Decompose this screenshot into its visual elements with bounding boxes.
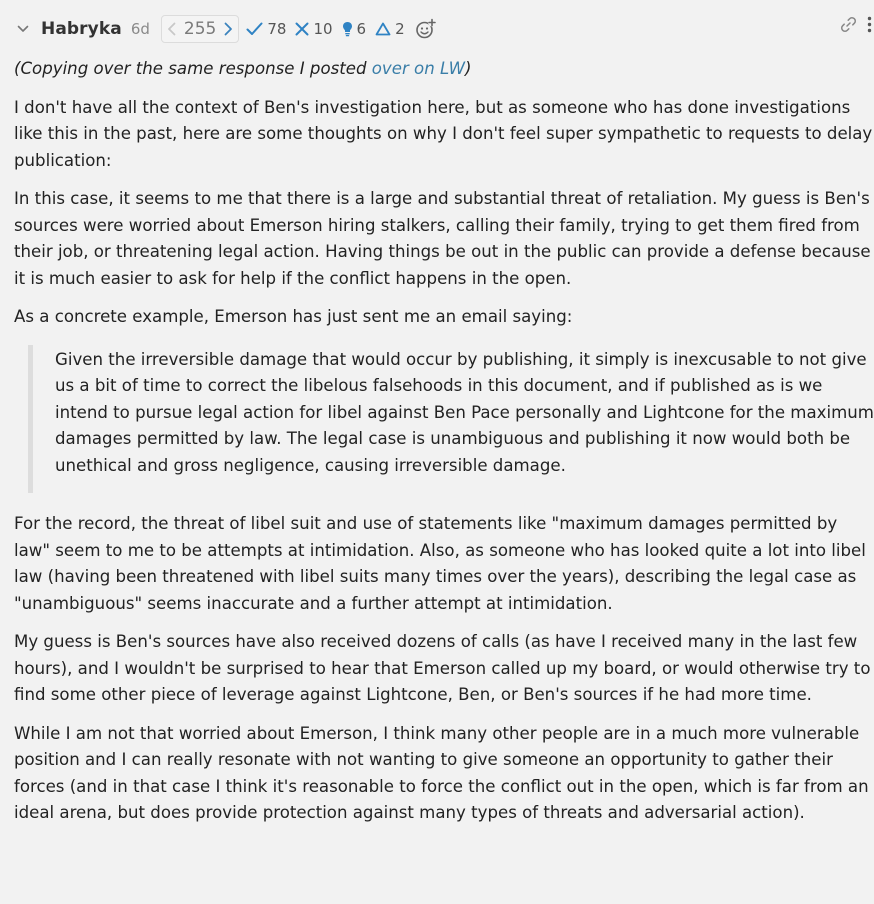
delta-reaction[interactable] [375,20,405,38]
disagree-count: 10 [313,20,333,38]
paragraph: I don't have all the context of Ben's investigation here, but as someone who has done investigations like this in the past, here are some thoughts on why I don't feel super sympathetic to requests to delay publication: [14,97,873,170]
agree-reaction[interactable] [246,20,286,38]
paragraph: In this case, it seems to me that there is a large and substantial threat of retaliation. My guess is Ben's sources were worried about Emerson hiring stalkers, calling their family, trying to get them fired from their job, or threatening legal action. Having things be out in the public can provide a defense because it is much easier to ask for help if the conflict happens in the open. [14,189,871,288]
intro-suffix: ) [464,59,472,78]
vertical-dots-icon [867,16,872,33]
check-icon [246,22,263,36]
delta-count: 2 [395,20,405,38]
downvote-button[interactable] [165,20,179,38]
permalink-button[interactable] [840,16,857,33]
chevron-left-icon [167,22,176,36]
paragraph: For the record, the threat of libel suit and use of statements like "maximum damages permitted by law" seem to me to be attempts at intimidation. Also, as someone who has looked quite a lot into libel law (having been threatened with libel suits many times over the years), describing the legal case as "unambiguous" seems inaccurate and a further attempt at intimidation. [14,514,866,613]
upvote-button[interactable] [221,20,235,38]
disagree-reaction[interactable] [295,20,332,38]
comment-body [14,56,874,839]
header-actions [840,16,874,33]
chevron-down-icon [17,25,29,33]
comment-menu-button[interactable] [867,16,872,33]
karma-score: 255 [183,19,217,39]
intro-note [14,56,874,83]
karma-vote-box [161,15,239,43]
chevron-right-icon [224,22,233,36]
comment-header [14,14,874,44]
email-quote [28,345,874,494]
paragraph: As a concrete example, Emerson has just sent me an email saying: [14,307,573,326]
author-name[interactable]: Habryka [41,19,122,39]
add-reaction-button[interactable] [415,18,437,40]
comment-age[interactable]: 6d [130,20,150,38]
insightful-count: 6 [356,20,367,38]
triangle-icon [375,22,391,36]
intro-prefix: (Copying over the same response I posted [14,59,372,78]
lw-link[interactable]: over on LW [371,59,465,78]
collapse-toggle[interactable] [16,22,30,36]
insightful-reaction[interactable] [342,20,367,38]
quote-text: Given the irreversible damage that would occur by publishing, it simply is inexcusable to not give us a bit of time to correct the libelous falsehoods in this document, and if published as is we intend to pursue legal action for libel against Ben Pace personally and Lightcone for the maximum damages permitted by law. The legal case is unambiguous and publishing it now would both be unethical and gross negligence, causing irreversible damage. [55,349,874,475]
add-reaction-icon [415,18,437,40]
lightbulb-icon [342,21,353,37]
paragraph: My guess is Ben's sources have also received dozens of calls (as have I received many in the last few hours), and I wouldn't be surprised to hear that Emerson called up my board, or would otherwise try to find some other piece of leverage against Lightcone, Ben, or Ben's sources if he had more time. [14,632,871,704]
paragraph: While I am not that worried about Emerson, I think many other people are in a much more vulnerable position and I can really resonate with not wanting to give someone an opportunity to gather their forces (and in that case I think it's reasonable to force the conflict out in the open, which is far from an ideal arena, but does provide protection against many types of threats and adversarial action). [14,723,869,822]
x-icon [295,22,309,36]
agree-count: 78 [267,20,287,38]
link-icon [840,16,857,33]
